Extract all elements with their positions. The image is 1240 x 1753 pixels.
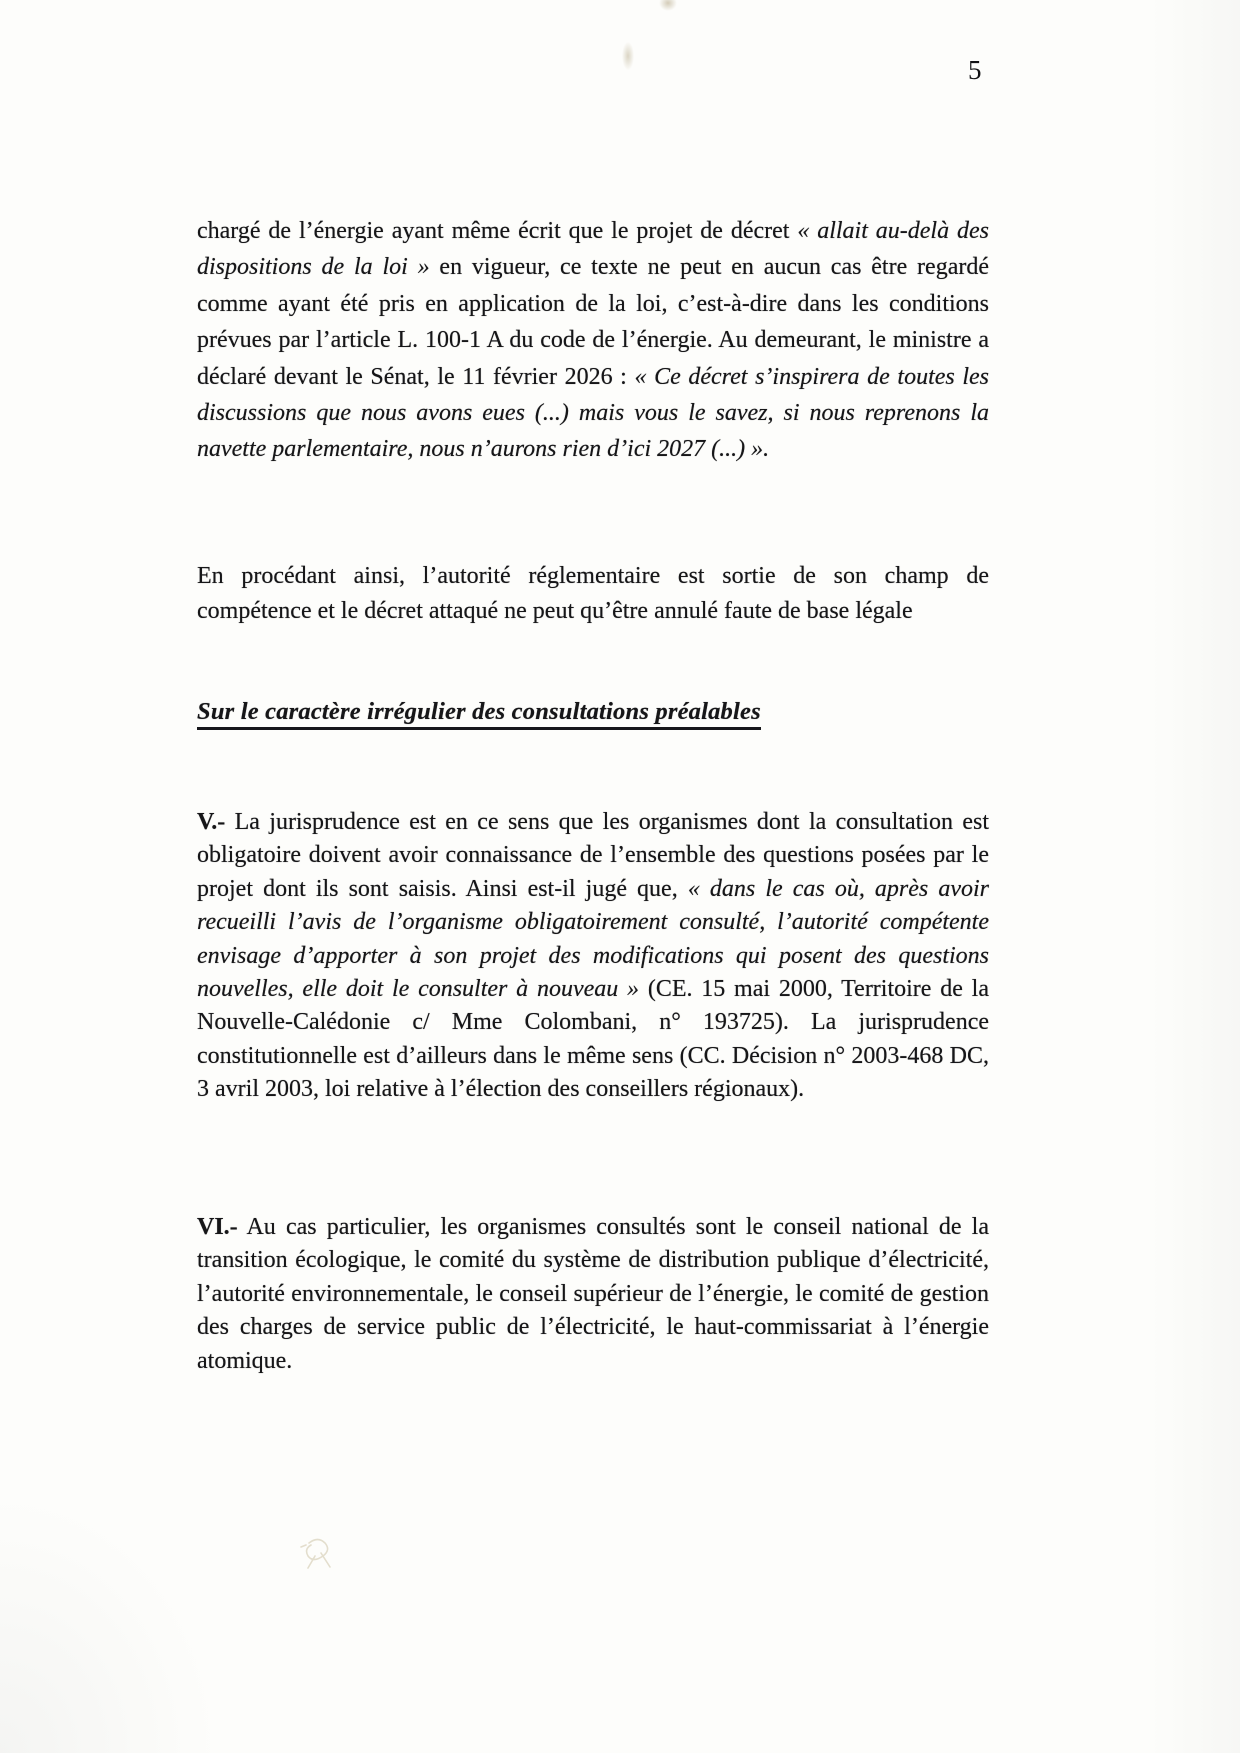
text-segment: La jurisprudence est en ce sens que les organismes dont la consultation est obligatoire doivent avoir connaissance de l’ensemble des questions posées par le projet dont ils sont saisis. Ainsi est-il jugé que,: [197, 809, 989, 902]
scan-pencil-smudge-bottom-left: [293, 1533, 345, 1579]
text-segment: Au cas particulier, les organismes consultés sont le conseil national de la transition écologique, le comité du système de distribution publique d’électricité, l’autorité environnementale, le conseil supérieur de l’énergie, le comité de gestion des charges de service public de l’électricité, le haut-commissariat à l’énergie atomique.: [197, 1214, 989, 1374]
text-segment: chargé de l’énergie ayant même écrit que le projet de décret: [197, 218, 798, 244]
paragraph-v: [197, 806, 989, 1107]
section-heading: [197, 698, 989, 726]
paragraph-number-vi: VI.-: [197, 1214, 238, 1240]
paragraph-decree-continuation: [197, 213, 989, 468]
scan-edge-shading-bottom-left: [0, 1493, 220, 1753]
paragraph-conclusion-annulation: [197, 559, 989, 629]
paragraph-vi: [197, 1211, 989, 1378]
scan-smudge-top: [659, 0, 677, 11]
scan-edge-shading-right: [1150, 0, 1240, 1753]
quoted-text: « allait au-delà des dispositions de la loi »: [197, 218, 989, 281]
quoted-text: « dans le cas où, après avoir recueilli l’avis de l’organisme obligatoirement consulté, l’autorité compétente envisage d’apporter à son projet des modifications qui posent des questions nouvelles, elle doit le consulter à nouveau »: [197, 875, 990, 1003]
text-segment: (CE. 15 mai 2000, Territoire de la Nouvelle-Calédonie c/ Mme Colombani, n° 193725). La jurisprudence constitutionnelle est d’ailleurs dans le même sens (CC. Décision n° 2003-468 DC, 3 avril 2003, loi relative à l’élection des conseillers régionaux).: [197, 976, 989, 1103]
text-segment: En procédant ainsi, l’autorité réglementaire est sortie de son champ de compétence et le décret attaqué ne peut qu’être annulé faute de base légale: [197, 563, 989, 624]
paragraph-number-v: V.-: [197, 809, 226, 835]
text-segment: en vigueur, ce texte ne peut en aucun cas être regardé comme ayant été pris en application de la loi, c’est-à-dire dans les conditions prévues par l’article L. 100-1 A du code de l’énergie. Au demeurant, le ministre a déclaré devant le Sénat, le 11 février 2026 :: [197, 254, 989, 390]
quoted-text: « Ce décret s’inspirera de toutes les discussions que nous avons eues (...) mais vous le savez, si nous reprenons la navette parlementaire, nous n’aurons rien d’ici 2027 (...) ».: [197, 363, 990, 463]
section-heading-text: Sur le caractère irrégulier des consultations préalables: [197, 698, 761, 730]
scan-smudge-upper-center: [622, 42, 634, 70]
page-number: 5: [968, 55, 982, 85]
